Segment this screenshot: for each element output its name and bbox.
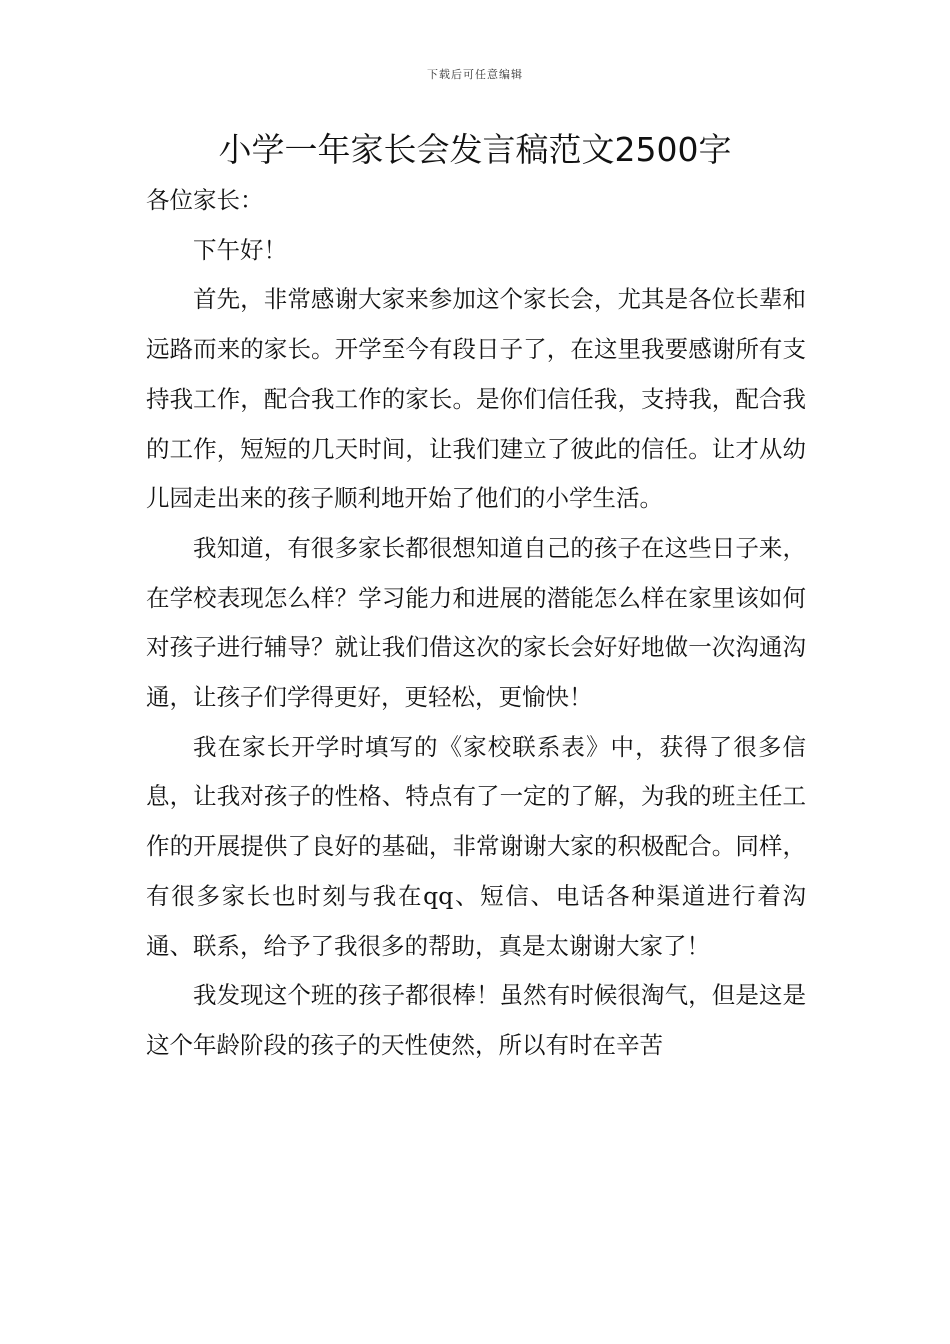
paragraph-3: 我在家长开学时填写的《家校联系表》中，获得了很多信息，让我对孩子的性格、特点有了一定的了解，为我的班主任工作的开展提供了良好的基础，非常谢谢大家的积极配合。同样，有很多家长也时刻与我在qq、短信、电话各种渠道进行着沟通、联系，给予了我很多的帮助，真是太谢谢大家了！ xyxy=(146,732,806,960)
document-title: 小学一年家长会发言稿范文2500字 xyxy=(218,130,732,169)
salutation: 各位家长： xyxy=(146,186,264,214)
document-body xyxy=(146,176,806,1071)
paragraph-4: 我发现这个班的孩子都很棒！虽然有时候很淘气，但是这是这个年龄阶段的孩子的天性使然，所以有时在辛苦 xyxy=(146,981,806,1059)
paragraph-2: 我知道，有很多家长都很想知道自己的孩子在这些日子来，在学校表现怎么样？学习能力和进展的潜能怎么样在家里该如何对孩子进行辅导？就让我们借这次的家长会好好地做一次沟通沟通，让孩子们学得更好，更轻松，更愉快！ xyxy=(146,533,806,712)
header-note: 下载后可任意编辑 xyxy=(427,68,523,81)
paragraph-1: 首先，非常感谢大家来参加这个家长会，尤其是各位长辈和远路而来的家长。开学至今有段日子了，在这里我要感谢所有支持我工作，配合我工作的家长。是你们信任我，支持我，配合我的工作，短短的几天时间，让我们建立了彼此的信任。让才从幼儿园走出来的孩子顺利地开始了他们的小学生活。 xyxy=(146,285,806,513)
greeting: 下午好！ xyxy=(193,235,287,264)
